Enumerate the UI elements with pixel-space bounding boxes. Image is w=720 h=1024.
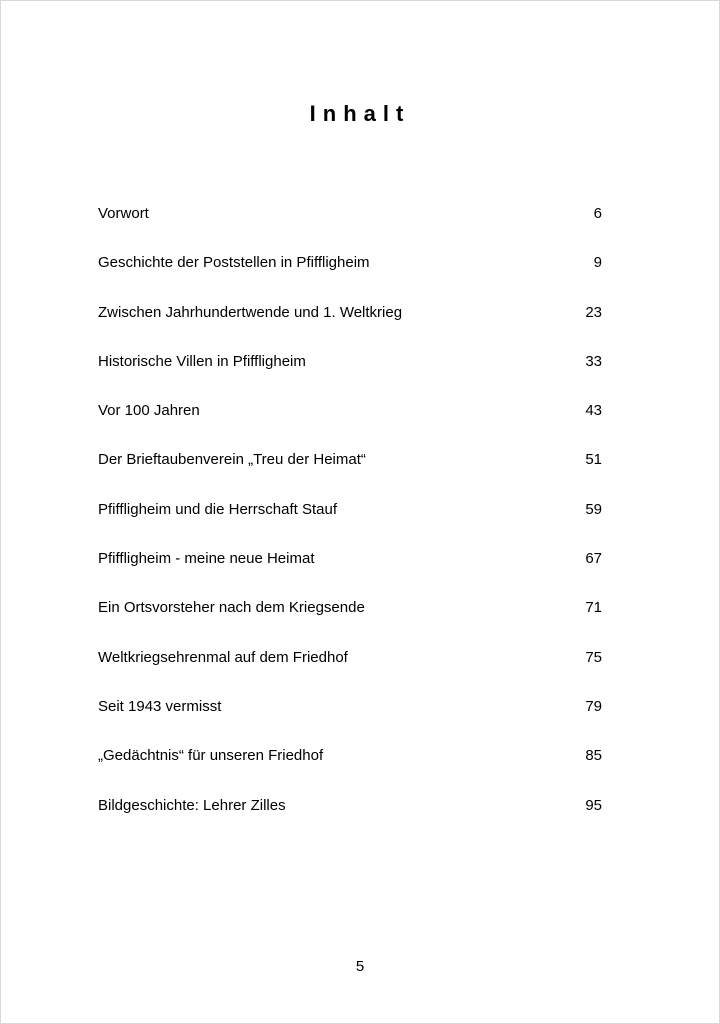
toc-entry-title: Vor 100 Jahren [98, 402, 200, 420]
toc-entry-title: Seit 1943 vermisst [98, 697, 222, 715]
toc-entry-page: 59 [585, 500, 602, 518]
table-of-contents [98, 205, 602, 846]
toc-entry-page: 6 [593, 205, 602, 222]
toc-entry [98, 353, 602, 402]
toc-entry-title: Historische Villen in Pfiffligheim [98, 352, 306, 370]
toc-entry [98, 205, 602, 254]
toc-entry-page: 71 [585, 599, 602, 617]
toc-entry-title: Zwischen Jahrhundertwende und 1. Weltkrieg [98, 303, 403, 321]
toc-entry-title: Pfiffligheim - meine neue Heimat [98, 550, 315, 568]
toc-entry-title: Der Brieftaubenverein „Treu der Heimat“ [98, 451, 366, 469]
toc-entry-title: Vorwort [98, 205, 149, 222]
toc-entry [98, 304, 602, 353]
toc-entry-page: 79 [585, 697, 602, 715]
page-title: Inhalt [309, 101, 411, 126]
toc-entry-page: 43 [585, 402, 602, 420]
toc-entry [98, 698, 602, 747]
toc-entry-title: Pfiffligheim und die Herrschaft Stauf [98, 500, 338, 518]
toc-entry [98, 649, 602, 698]
toc-entry [98, 797, 602, 846]
toc-entry-page: 51 [585, 451, 602, 469]
toc-entry-page: 85 [585, 747, 602, 765]
toc-entry [98, 550, 602, 599]
toc-entry-page: 33 [585, 352, 602, 370]
toc-entry-page: 9 [593, 254, 602, 272]
toc-entry-title: „Gedächtnis“ für unseren Friedhof [98, 747, 324, 765]
toc-entry [98, 599, 602, 648]
page-number: 5 [355, 958, 365, 975]
toc-entry-page: 23 [585, 303, 602, 321]
toc-entry [98, 254, 602, 303]
toc-entry-page: 95 [585, 796, 602, 814]
toc-entry [98, 747, 602, 796]
toc-entry-title: Ein Ortsvorsteher nach dem Kriegsende [98, 599, 365, 617]
toc-entry-title: Bildgeschichte: Lehrer Zilles [98, 796, 286, 814]
toc-entry-page: 67 [585, 550, 602, 568]
toc-entry [98, 451, 602, 500]
toc-entry-title: Geschichte der Poststellen in Pfiffligheim [98, 254, 370, 272]
toc-entry-title: Weltkriegsehrenmal auf dem Friedhof [98, 648, 348, 666]
toc-entry-page: 75 [585, 648, 602, 666]
toc-entry [98, 402, 602, 451]
toc-entry [98, 501, 602, 550]
